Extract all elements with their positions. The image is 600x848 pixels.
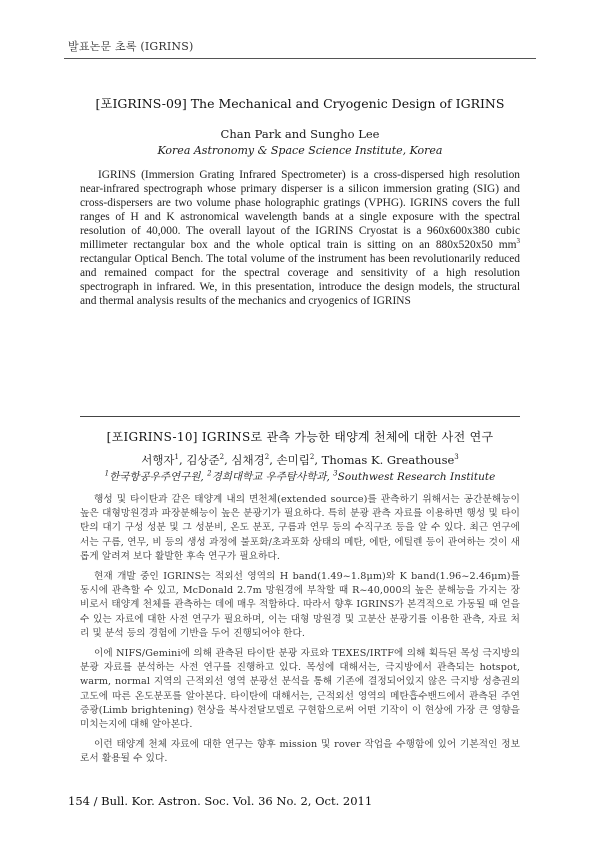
author-name: 서행자: [141, 453, 175, 467]
section-header-label: 발표논문 초록 (IGRINS): [68, 40, 194, 53]
section-divider: [80, 416, 520, 417]
author-name: , Thomas K. Greathouse: [314, 453, 455, 467]
header-divider: [64, 58, 536, 59]
author-affil-mark: 3: [454, 453, 459, 462]
paper2-paragraph: 이런 태양계 천체 자료에 대한 연구는 향후 mission 및 rover 작업을 수행함에 있어 기본적인 정보로서 활용될 수 있다.: [80, 739, 520, 765]
author-affil-mark: 1: [174, 453, 180, 462]
paper2-paragraph: 현재 개발 중인 IGRINS는 적외선 영역의 H band(1.49~1.8μm)와 K band(1.96~2.46μm)를 동시에 관측할 수 있고, McDonald 2.7m 망원경에 부착할 때 R~40,000의 높은 분해능을 가지는 장비로서 태양계 천체를 관측하는 데에 매우 적합하다. 따라서 향후 IGRINS가 본격적으로 가동될 때 얻을 수 있는 자료에 대한 사전 연구가 필요하며, 이는 대형 망원경 및 고분산 분광기를 이용한 관측, 자료 처리 및 분석 등의 경험에 기반을 두어 진행되어야 한다.: [80, 571, 520, 639]
paper1-abstract-part1: IGRINS (Immersion Grating Infrared Spectrometer) is a cross-dispersed high resolution near-infrared spectrograph whose primary disperser is a silicon immersion grating (SIG) and cross-dispersers are two volume phase holographic gratings (VPHG). IGRINS covers the full ranges of H and K astronomical wavelength bands at a single exposure with the spectral resolution of 40,000. The overall layout of the IGRINS Cryostat is a 960x600x380 cubic millimeter rectangular box and the whole optical train is sitting on an 880x520x50 mm: [80, 169, 520, 251]
paper2-affiliations: [64, 469, 536, 484]
affiliation-name: Southwest Research Institute: [337, 471, 496, 483]
page-footer: 154 / Bull. Kor. Astron. Soc. Vol. 36 No. 2, Oct. 2011: [68, 794, 373, 808]
paper2-title: [포IGRINS-10] IGRINS로 관측 가능한 태양계 천체에 대한 사전 연구: [106, 430, 494, 444]
affil-mark: 1: [104, 469, 110, 478]
author-affil-mark: 2: [219, 453, 225, 462]
affil-mark: 3: [333, 469, 338, 478]
paper2-authors: [64, 452, 536, 468]
author-name: , 김상준: [179, 453, 220, 467]
affil-mark: 2: [207, 469, 212, 478]
author-name: , 심채경: [224, 453, 265, 467]
paper1-affiliation: Korea Astronomy & Space Science Institute, Korea: [157, 144, 443, 157]
paper1-title: [포IGRINS-09] The Mechanical and Cryogenic Design of IGRINS: [95, 96, 505, 111]
paper2-paragraph: 행성 및 타이탄과 같은 태양계 내의 면천체(extended source)를 관측하기 위해서는 공간분해능이 높은 대형망원경과 파장분해능이 높은 분광기가 필요하다. 특히 분광 관측 자료를 이용하면 행성 및 타이탄의 대기 구성 성분 및 그 성분비, 온도 분포, 구름과 연무 등의 수직구조 등을 알 수 있다. 최근 연구에서는 구름, 연무, 비 등의 생성 과정에 불포화/초과포화 상태의 메탄, 에탄, 에틸렌 등이 관여하는 것이 새롭게 알려져 보다 활발한 후속 연구가 필요하다.: [80, 494, 520, 562]
paper1-abstract-superscript: 3: [516, 237, 520, 246]
paper1-abstract: [80, 168, 520, 308]
author-affil-mark: 2: [264, 453, 270, 462]
affiliation-name: 한국항공우주연구원,: [109, 471, 208, 483]
paper2-abstract: [80, 493, 520, 773]
affiliation-name: 경희대학교 우주탐사학과,: [211, 471, 334, 483]
paper2-paragraph: 이에 NIFS/Gemini에 의해 관측된 타이탄 분광 자료와 TEXES/IRTF에 의해 획득된 목성 극지방의 분광 자료를 분석하는 사전 연구를 진행하고 있다. 목성에 대해서는, 극지방에서 관측되는 hotspot, warm, normal 지역의 근적외선 영역 분광선 분석을 통해 기존에 결정되어있지 않은 극지방 성층권의 고도에 따른 온도분포를 알아본다. 타이탄에 대해서는, 근적외선 영역의 메탄흡수밴드에서 관측된 주연증광(Limb brightening) 현상을 복사전달모델로 구현함으로써 어떤 기작이 이 현상에 가장 큰 영향을 미치는지에 대해 알아본다.: [80, 648, 520, 731]
paper1-authors: Chan Park and Sungho Lee: [220, 127, 380, 141]
paper1-abstract-part2: rectangular Optical Bench. The total volume of the instrument has been revolutionarily reduced and remained compact for the spectral coverage and sensitivity of a high resolution spectrograph in infrared. We, in this presentation, introduce the design models, the structural and thermal analysis results of the mechanics and cryogenics of IGRINS: [80, 253, 520, 307]
author-name: , 손미림: [269, 453, 310, 467]
author-affil-mark: 2: [309, 453, 315, 462]
